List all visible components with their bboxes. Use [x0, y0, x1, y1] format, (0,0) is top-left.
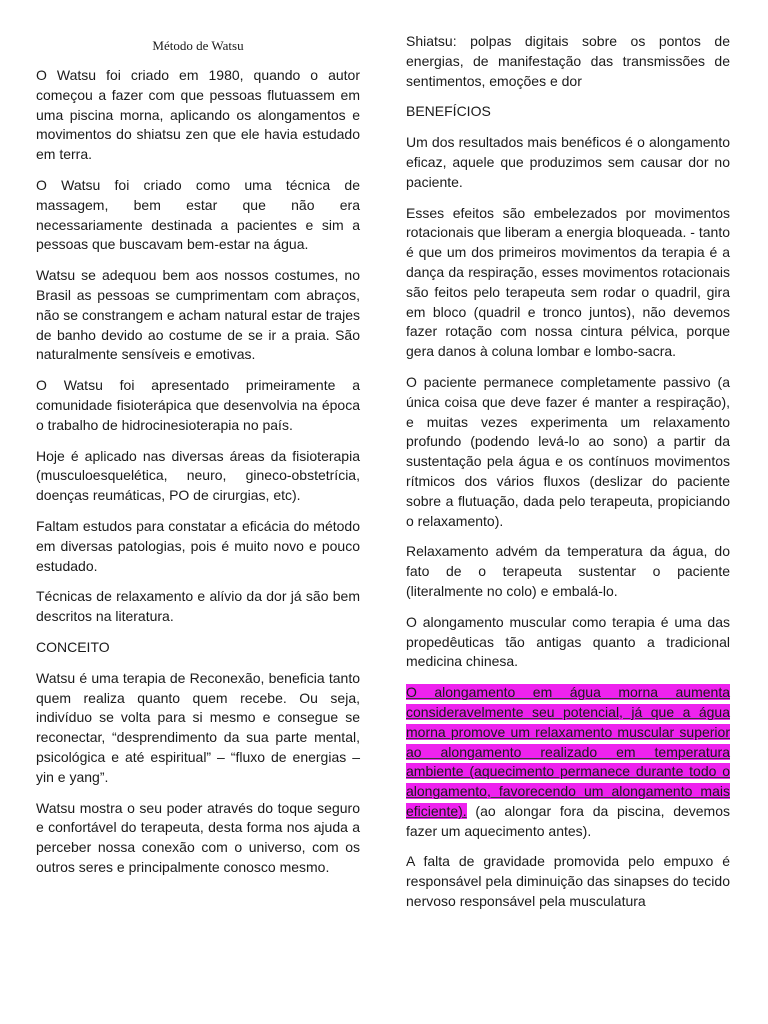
paragraph: Esses efeitos são embelezados por movimentos rotacionais que liberam a energia bloqueada. - tanto é que um dos primeiros movimentos da terapia é a dança da respiração, esses movimentos rotacionais são feitos pelo terapeuta sem rodar o quadril, gira em bloco (quadril e tronco juntos), não devemos fazer rotação com nossa cintura pélvica, porque gera danos à coluna lombar e lombo-sacra.	[406, 204, 730, 360]
section-heading-conceito: CONCEITO	[36, 638, 110, 655]
right-column	[406, 32, 730, 923]
document-title: Método de Watsu	[152, 38, 244, 53]
paragraph: Técnicas de relaxamento e alívio da dor já são bem descritos na literatura.	[36, 588, 360, 625]
paragraph: Hoje é aplicado nas diversas áreas da fisioterapia (musculoesquelética, neuro, gineco-obstetrícia, doenças reumáticas, PO de cirurgias, etc).	[36, 447, 360, 504]
paragraph: Watsu se adequou bem aos nossos costumes, no Brasil as pessoas se cumprimentam com abraços, não se constrangem e acham natural estar de trajes de banho devido ao costume de se ir a praia. São naturalmente sensíveis e emotivas.	[36, 267, 360, 363]
section-heading-beneficios: BENEFÍCIOS	[406, 103, 491, 120]
paragraph: A falta de gravidade promovida pelo empuxo é responsável pela diminuição das sinapses do tecido nervoso responsável pela musculatura	[406, 853, 730, 910]
paragraph: O Watsu foi apresentado primeiramente a comunidade fisioterápica que desenvolvia na época o trabalho de hidrocinesioterapia no país.	[36, 377, 360, 433]
paragraph: Um dos resultados mais benéficos é o alongamento eficaz, aquele que produzimos sem causar dor no paciente.	[406, 134, 730, 190]
paragraph: O Watsu foi criado em 1980, quando o autor começou a fazer com que pessoas flutuassem em uma piscina morna, aplicando os alongamentos e movimentos do shiatsu zen que ele havia estudado em terra.	[36, 67, 360, 163]
paragraph: Watsu mostra o seu poder através do toque seguro e confortável do terapeuta, desta forma nos ajuda a perceber nossa conexão com o universo, com os outros seres e principalmente conosco mesmo.	[36, 799, 360, 875]
paragraph: Shiatsu: polpas digitais sobre os pontos de energias, de manifestação das transmissões de sentimentos, emoções e dor	[406, 33, 730, 89]
highlighted-text: O alongamento em água morna aumenta consideravelmente seu potencial, já que a água morna promove um relaxamento muscular superior ao alongamento realizado em temperatura ambiente (aquecimento permanece durante todo o alongamento, favorecendo um alongamento mais eficiente).	[406, 684, 730, 819]
left-column	[36, 32, 360, 889]
paragraph: Watsu é uma terapia de Reconexão, beneficia tanto quem realiza quanto quem recebe. Ou seja, indivíduo se volta para si mesmo e consegue se reconectar, “desprendimento da sua parte mental, psicológica e até espiritual” – “fluxo de energias – yin e yang”.	[36, 669, 360, 785]
paragraph: Relaxamento advém da temperatura da água, do fato de o terapeuta sustentar o paciente (literalmente no colo) e embalá-lo.	[406, 543, 730, 599]
paragraph: O Watsu foi criado como uma técnica de massagem, bem estar que não era necessariamente destinada a pacientes e sim a pessoas que buscavam bem-estar na água.	[36, 176, 360, 253]
paragraph: Faltam estudos para constatar a eficácia do método em diversas patologias, pois é muito novo e pouco estudado.	[36, 517, 360, 574]
paragraph-continuation: (ao alongar fora da piscina, devemos fazer um aquecimento antes).	[406, 802, 730, 839]
paragraph: O paciente permanece completamente passivo (a única coisa que deve fazer é manter a respiração), e muitas vezes experimenta um relaxamento profundo (podendo levá-lo ao sono) a partir da sustentação pela água e os contínuos movimentos rítmicos dos vários fluxos (deslizar do paciente sobre a flutuação, dada pelo terapeuta, propiciando o relaxamento).	[406, 373, 730, 529]
highlighted-paragraph	[406, 683, 730, 841]
paragraph: O alongamento muscular como terapia é uma das propedêuticas tão antigas quanto a tradicional medicina chinesa.	[406, 613, 730, 670]
